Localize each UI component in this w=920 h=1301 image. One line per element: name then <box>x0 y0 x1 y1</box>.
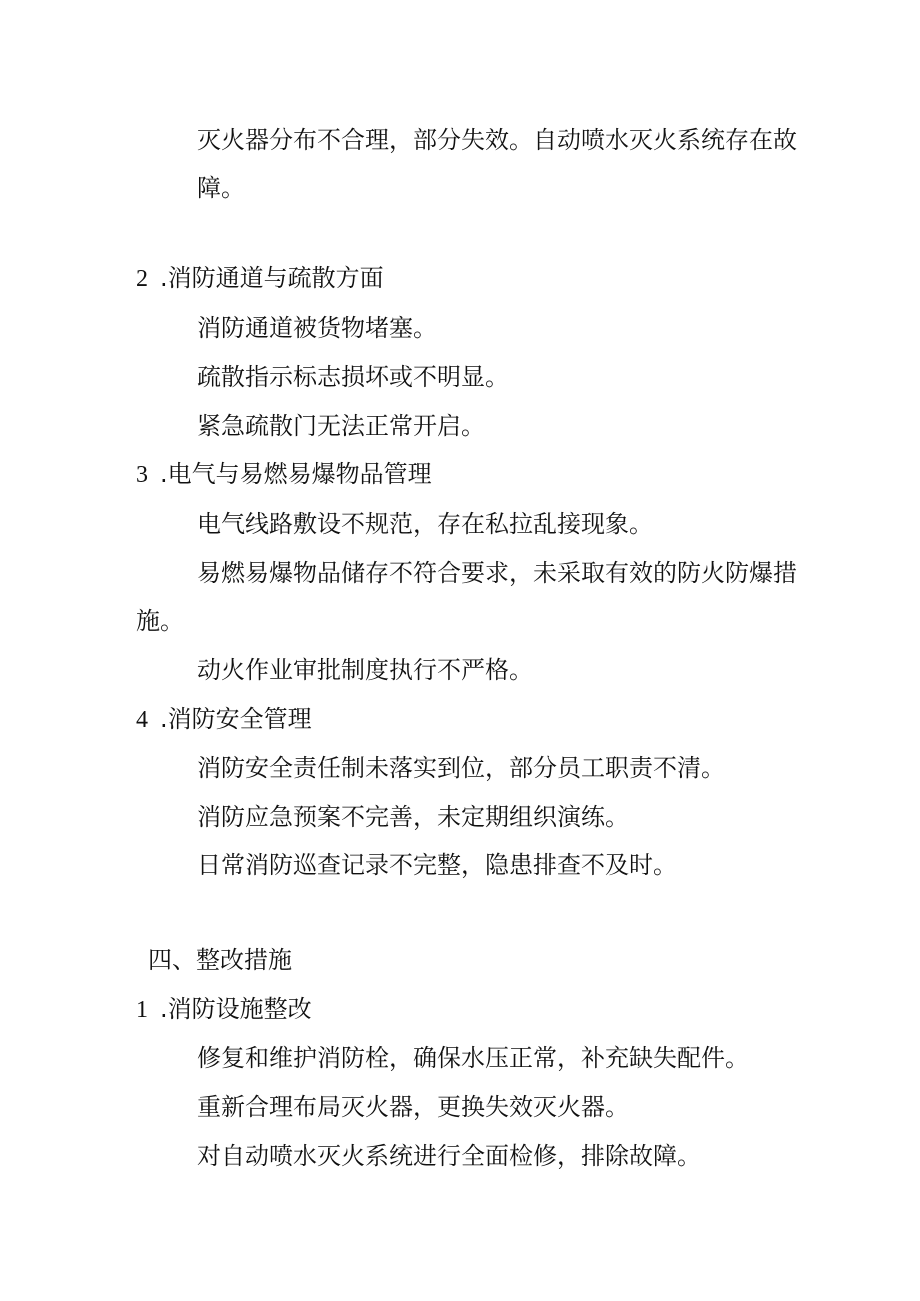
heading-text: .消防设施整改 <box>160 995 312 1023</box>
list-item: 电气线路敷设不规范，存在私拉乱接现象。 <box>197 510 653 538</box>
heading-text: .消防通道与疏散方面 <box>160 264 384 292</box>
paragraph-line: 灭火器分布不合理，部分失效。自动喷水灭火系统存在故 <box>197 126 797 154</box>
heading-number: 4 <box>136 707 148 733</box>
heading-2 <box>136 262 384 295</box>
list-item: 紧急疏散门无法正常开启。 <box>197 412 485 440</box>
heading-text: .电气与易燃易爆物品管理 <box>160 460 432 488</box>
list-item: 易燃易爆物品储存不符合要求，未采取有效的防火防爆措 <box>197 559 797 587</box>
list-item: 消防应急预案不完善，未定期组织演练。 <box>197 803 629 831</box>
list-item: 日常消防巡查记录不完整，隐患排查不及时。 <box>197 851 677 879</box>
heading-number: 3 <box>136 462 148 488</box>
list-item: 重新合理布局灭火器，更换失效灭火器。 <box>197 1093 629 1121</box>
heading-3 <box>136 458 432 491</box>
list-item: 消防通道被货物堵塞。 <box>197 314 437 342</box>
heading-1 <box>136 993 312 1026</box>
paragraph-line: 障。 <box>197 174 245 202</box>
heading-number: 1 <box>136 997 148 1023</box>
heading-text: .消防安全管理 <box>160 705 312 733</box>
list-item: 消防安全责任制未落实到位，部分员工职责不清。 <box>197 754 725 782</box>
list-item-continuation: 施。 <box>136 607 184 635</box>
list-item: 对自动喷水灭火系统进行全面检修，排除故障。 <box>197 1142 701 1170</box>
section-heading: 四、整改措施 <box>148 946 292 974</box>
list-item: 动火作业审批制度执行不严格。 <box>197 656 533 684</box>
heading-4 <box>136 703 312 736</box>
list-item: 疏散指示标志损坏或不明显。 <box>197 363 509 391</box>
heading-number: 2 <box>136 266 148 292</box>
list-item: 修复和维护消防栓，确保水压正常，补充缺失配件。 <box>197 1044 749 1072</box>
